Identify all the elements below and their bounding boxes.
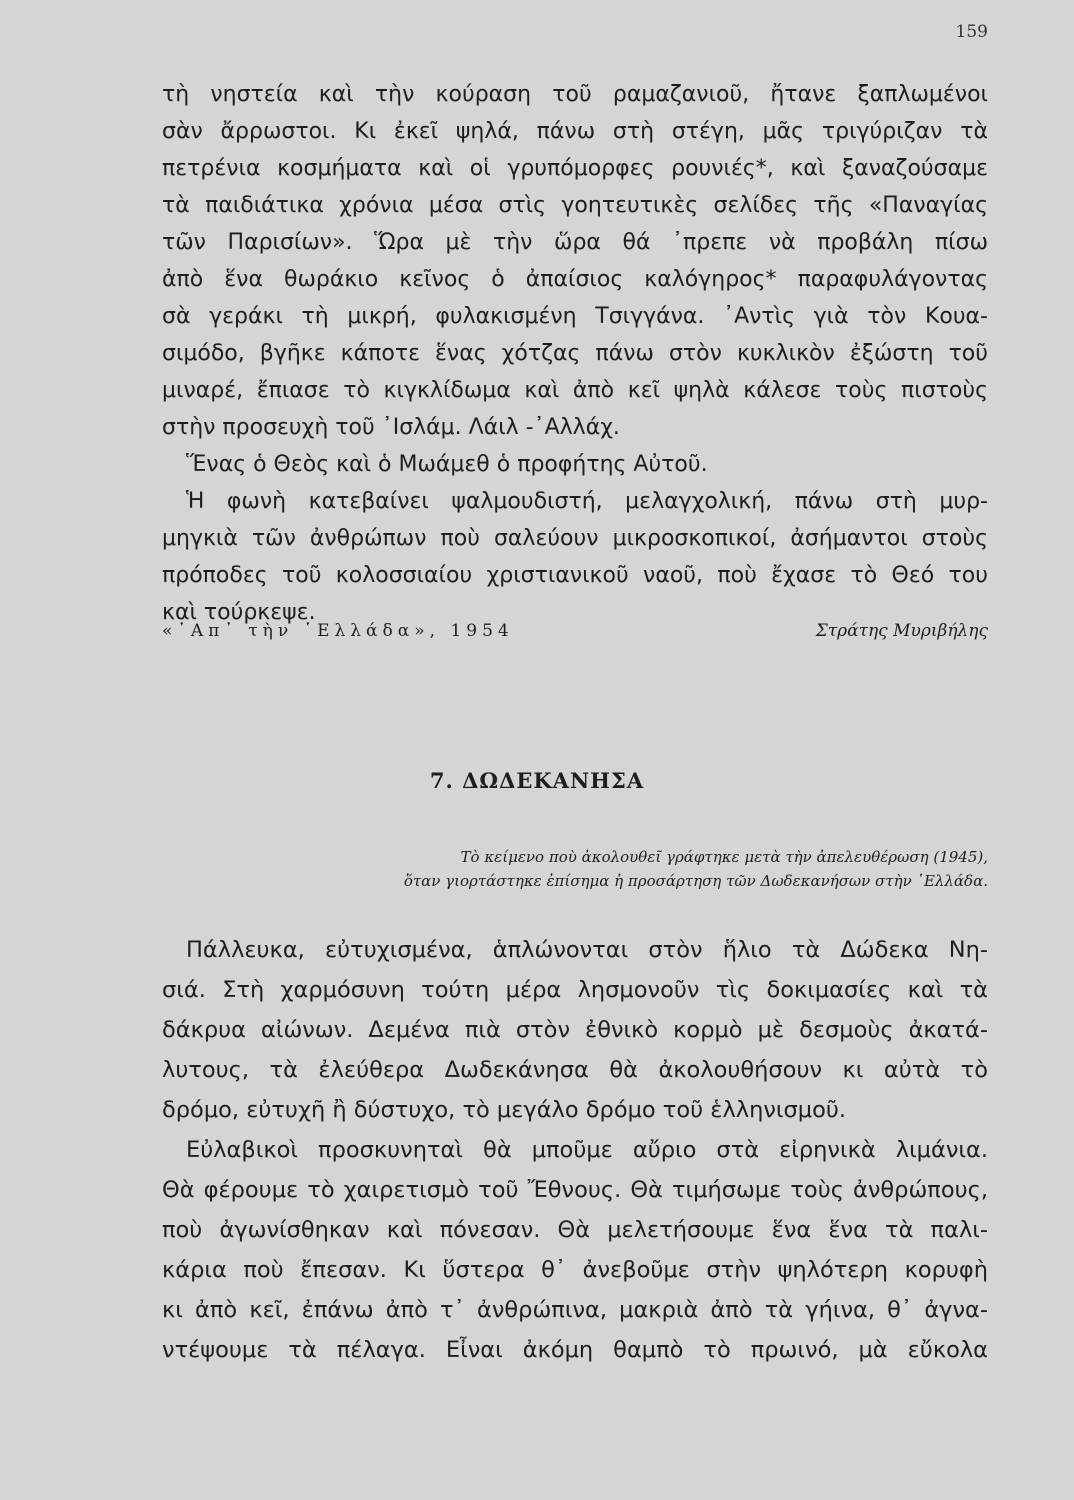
text-line: Θὰ φέρουμε τὸ χαιρετισμὸ τοῦ Ἔθνους. Θὰ τιμήσωμε τοὺς ἀνθρώπους, <box>162 1177 988 1203</box>
text-line: Πάλλευκα, εὐτυχισμένα, ἁπλώνονται στὸν ἥλιο τὰ Δώδεκα Νη- <box>186 937 988 963</box>
text-line: ἀπὸ ἕνα θωράκιο κεῖνος ὁ ἀπαίσιος καλόγηρος* παραφυλάγοντας <box>162 267 988 292</box>
passage-body <box>162 76 988 631</box>
text-line: καὶ τούρκεψε. <box>162 600 316 625</box>
text-line: Ἡ φωνὴ κατεβαίνει ψαλμουδιστή, μελαγχολική, πάνω στὴ μυρ- <box>186 489 988 514</box>
text-line: κι ἀπὸ κεῖ, ἐπάνω ἀπὸ τ᾿ ἀνθρώπινα, μακριὰ ἀπὸ τὰ γήινα, θ᾿ ἀγνα- <box>162 1297 988 1323</box>
page-number: 159 <box>955 22 988 42</box>
text-line: ντέψουμε τὰ πέλαγα. Εἶναι ἀκόμη θαμπὸ τὸ πρωινό, μὰ εὔκολα <box>162 1337 988 1363</box>
text-line: λυτους, τὰ ἐλεύθερα Δωδεκάνησα θὰ ἀκολουθήσουν κι αὐτὰ τὸ <box>162 1057 988 1083</box>
citation <box>162 616 988 646</box>
text-line: πρόποδες τοῦ κολοσσιαίου χριστιανικοῦ ναοῦ, ποὺ ἔχασε τὸ Θεό του <box>162 563 988 588</box>
epigraph-line: ὅταν γιορτάστηκε ἐπίσημα ἡ προσάρτηση τῶν Δωδεκανήσων στὴν ῾Ελλάδα. <box>403 872 988 890</box>
text-line: πετρένια κοσμήματα καὶ οἱ γρυπόμορφες ρουνιές*, καὶ ξαναζούσαμε <box>162 156 988 181</box>
text-line: στὴν προσευχὴ τοῦ ᾿Ισλάμ. Λάιλ -᾿Αλλάχ. <box>162 415 620 440</box>
text-line: κάρια ποὺ ἔπεσαν. Κι ὕστερα θ᾿ ἀνεβοῦμε στὴν ψηλότερη κορυφὴ <box>162 1257 988 1283</box>
text-line: δρόμο, εὐτυχῆ ἢ δύστυχο, τὸ μεγάλο δρόμο τοῦ ἑλληνισμοῦ. <box>162 1097 847 1123</box>
text-line: σὰν ἄρρωστοι. Κι ἐκεῖ ψηλά, πάνω στὴ στέγη, μᾶς τριγύριζαν τὰ <box>162 119 988 144</box>
section-body <box>162 930 988 1370</box>
text-line: Ἕνας ὁ Θεὸς καὶ ὁ Μωάμεθ ὁ προφήτης Αὐτοῦ. <box>186 452 708 477</box>
text-line: τῶν Παρισίων». Ὥρα μὲ τὴν ὥρα θά ᾿πρεπε νὰ προβάλη πίσω <box>162 230 988 255</box>
text-line: σιά. Στὴ χαρμόσυνη τούτη μέρα λησμονοῦν τὶς δοκιμασίες καὶ τὰ <box>162 977 988 1003</box>
citation-author: Στράτης Μυριβήλης <box>815 621 988 641</box>
text-line: τὰ παιδιάτικα χρόνια μέσα στὶς γοητευτικὲς σελίδες τῆς «Παναγίας <box>162 193 988 218</box>
epigraph-line: Τὸ κείμενο ποὺ ἀκολουθεῖ γράφτηκε μετὰ τὴν ἀπελευθέρωση (1945), <box>460 848 988 866</box>
citation-source: «᾿Απ᾿ τὴν ῾Ελλάδα», 1954 <box>162 621 514 641</box>
text-line: σὰ γεράκι τὴ μικρή, φυλακισμένη Τσιγγάνα. ᾿Αντὶς γιὰ τὸν Κουα- <box>162 304 988 329</box>
text-line: μηγκιὰ τῶν ἀνθρώπων ποὺ σαλεύουν μικροσκοπικοί, ἀσήμαντοι στοὺς <box>162 526 988 551</box>
text-line: τὴ νηστεία καὶ τὴν κούραση τοῦ ραμαζανιοῦ, ἤτανε ξαπλωμένοι <box>162 82 988 107</box>
text-line: Εὐλαβικοὶ προσκυνηταὶ θὰ μποῦμε αὔριο στὰ εἰρηνικὰ λιμάνια. <box>186 1137 988 1163</box>
text-line: δάκρυα αἰώνων. Δεμένα πιὰ στὸν ἐθνικὸ κορμὸ μὲ δεσμοὺς ἀκατά- <box>162 1017 988 1043</box>
text-line: μιναρέ, ἔπιασε τὸ κιγκλίδωμα καὶ ἀπὸ κεῖ ψηλὰ κάλεσε τοὺς πιστοὺς <box>162 378 988 403</box>
text-line: σιμόδο, βγῆκε κάποτε ἕνας χότζας πάνω στὸν κυκλικὸν ἐξώστη τοῦ <box>162 341 988 366</box>
section-heading: 7. ΔΩΔΕΚΑΝΗΣΑ <box>429 768 645 793</box>
epigraph <box>404 845 988 893</box>
text-line: ποὺ ἀγωνίσθηκαν καὶ πόνεσαν. Θὰ μελετήσουμε ἕνα ἕνα τὰ παλι- <box>162 1217 988 1243</box>
